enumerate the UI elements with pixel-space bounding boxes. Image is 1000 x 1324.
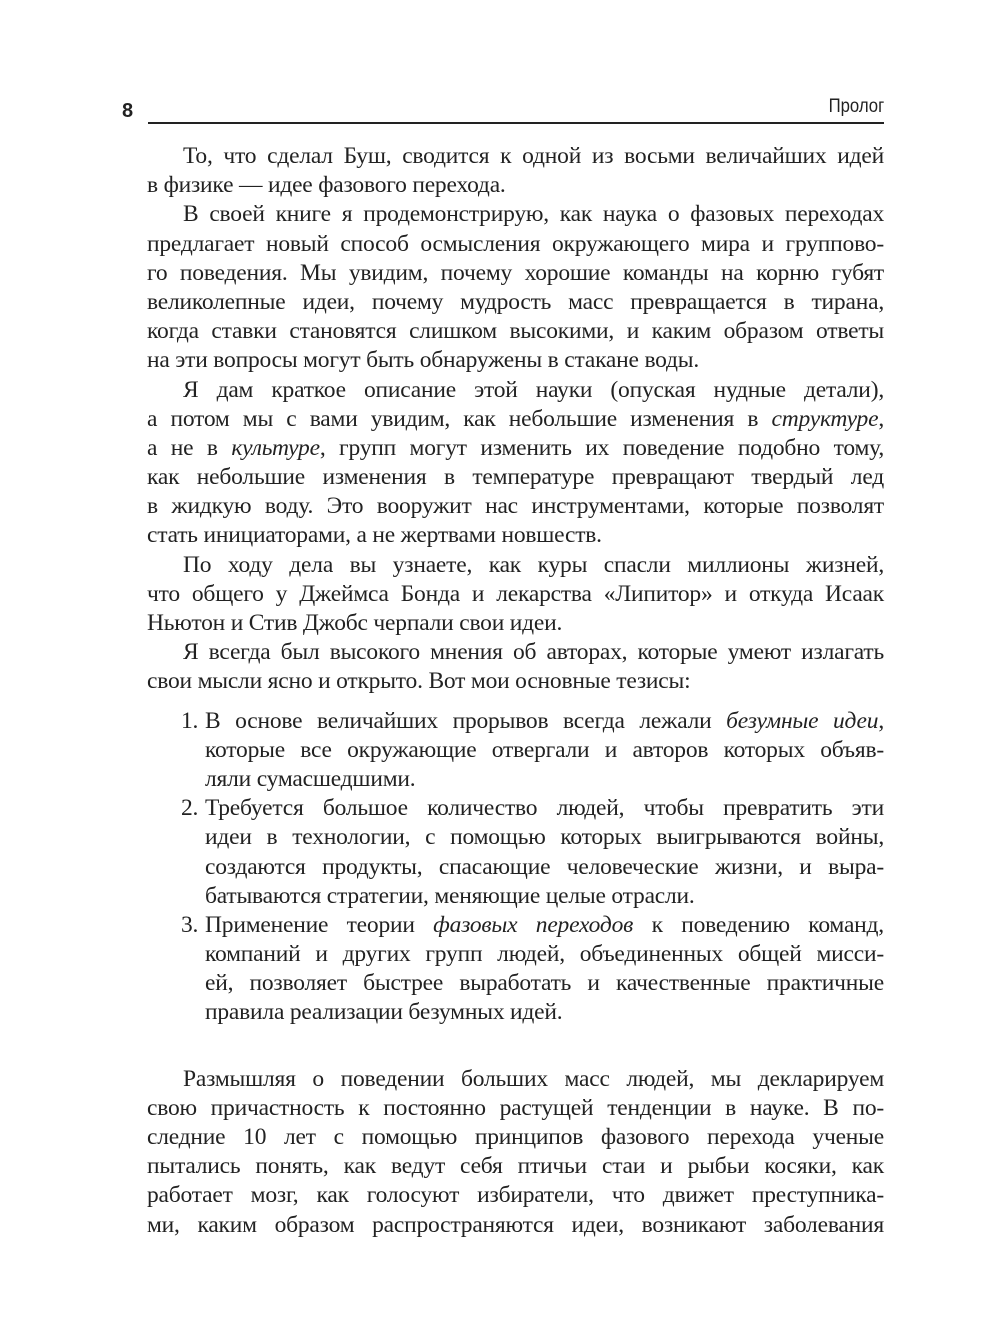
text-line: следние 10 лет с помощью принципов фазового перехода ученые xyxy=(147,1124,884,1150)
thesis-item-1 xyxy=(147,707,884,795)
text-line xyxy=(147,434,884,463)
italic-term-culture: культуре xyxy=(231,434,320,461)
text-line: батываются стратегии, меняющие целые отрасли. xyxy=(205,882,695,909)
italic-term-structure: структуре xyxy=(771,405,879,432)
text-line xyxy=(147,405,884,434)
text-line: на эти вопросы могут быть обнаружены в стакане воды. xyxy=(147,347,700,374)
text-line: В своей книге я продемонстрирую, как наука о фазовых переходах xyxy=(183,201,884,228)
text-line: Ньютон и Стив Джобс черпали свои идеи. xyxy=(147,610,563,636)
text-run: В основе величайших прорывов всегда лежали xyxy=(205,707,727,734)
text-run: Требуется большое количество людей, чтобы превратить эти xyxy=(205,795,884,822)
text-line: работает мозг, как голосуют избиратели, что движет преступника- xyxy=(147,1182,884,1209)
text-line xyxy=(147,794,884,823)
page-number: 8 xyxy=(122,100,134,122)
list-number: 3. xyxy=(181,911,199,938)
text-line: Я всегда был высокого мнения об авторах, которые умеют излагать xyxy=(183,639,884,666)
list-spacer xyxy=(147,697,884,707)
text-line xyxy=(147,707,884,736)
paragraph-3 xyxy=(147,376,884,551)
text-line: То, что сделал Буш, сводится к одной из восьми величайших идей xyxy=(183,143,884,169)
text-line: в жидкую воду. Это вооружит нас инструментами, которые позволят xyxy=(147,493,884,520)
text-line: Размышляя о поведении больших масс людей, мы декларируем xyxy=(183,1065,884,1092)
paragraph-5 xyxy=(147,638,884,696)
text-line: когда ставки становятся слишком высокими, и каким образом ответы xyxy=(147,318,884,345)
paragraph-2 xyxy=(147,200,884,375)
list-number: 2. xyxy=(181,795,199,822)
text-line: компаний и других групп людей, объединенных общей мисси- xyxy=(205,941,884,968)
text-line: предлагает новый способ осмысления окружающего мира и группово- xyxy=(147,230,884,257)
text-run: а потом мы с вами увидим, как небольшие изменения в xyxy=(147,405,772,432)
text-line: Я дам краткое описание этой науки (опуская нудные детали), xyxy=(183,376,884,403)
list-number: 1. xyxy=(181,707,199,734)
text-line: свою причастность к постоянно растущей тенденции в науке. В по- xyxy=(147,1094,884,1121)
text-line: ляли сумасшедшими. xyxy=(205,765,416,792)
text-run: Применение теории xyxy=(205,911,434,938)
text-line: ей, позволяет быстрее выработать и качественные практичные xyxy=(205,970,884,997)
text-line: го поведения. Мы увидим, почему хорошие команды на корню губят xyxy=(147,259,884,286)
thesis-item-3 xyxy=(147,911,884,1028)
running-head: Пролог xyxy=(828,96,884,117)
text-line: стать инициаторами, а не жертвами новшеств. xyxy=(147,522,602,549)
text-line: что общего у Джеймса Бонда и лекарства «Липитор» и откуда Исаак xyxy=(147,580,884,607)
text-line: свои мысли ясно и открыто. Вот мои основные тезисы: xyxy=(147,668,691,695)
section-spacer xyxy=(147,1028,884,1065)
text-run: , xyxy=(878,707,884,734)
text-line: По ходу дела вы узнаете, как куры спасли миллионы жизней, xyxy=(183,551,884,578)
text-line: создаются продукты, спасающие человеческие жизни, и выра- xyxy=(205,853,884,880)
page-body xyxy=(147,142,884,1240)
paragraph-4 xyxy=(147,551,884,639)
thesis-item-2 xyxy=(147,794,884,911)
text-line: идеи в технологии, с помощью которых выигрываются войны, xyxy=(205,824,884,851)
closing-paragraph xyxy=(147,1065,884,1240)
text-line: ми, каким образом распространяются идеи, возникают заболевания xyxy=(147,1211,884,1238)
text-line: пытались понять, как ведут себя птичьи стаи и рыбьи косяки, как xyxy=(147,1153,884,1180)
text-run: , групп могут изменить их поведение подобно тому, xyxy=(319,434,884,461)
italic-term-phase-transitions: фазовых переходов xyxy=(433,911,634,938)
text-line: как небольшие изменения в температуре превращают твердый лед xyxy=(147,464,884,491)
header-rule xyxy=(148,122,884,124)
text-line: правила реализации безумных идей. xyxy=(205,999,563,1026)
text-run: а не в xyxy=(147,434,232,461)
text-line: великолепные идеи, почему мудрость масс превращается в тирана, xyxy=(147,288,884,315)
paragraph-1 xyxy=(147,142,884,200)
text-line xyxy=(147,911,884,940)
italic-term-crazy-ideas: безумные идеи xyxy=(726,707,879,734)
theses-list xyxy=(147,707,884,1028)
text-line: в физике — идее фазового перехода. xyxy=(147,172,506,199)
text-line: которые все окружающие отвергали и авторов которых объяв- xyxy=(205,736,884,763)
page-header xyxy=(122,96,884,124)
text-run: к поведению команд, xyxy=(633,911,884,938)
text-run: , xyxy=(878,405,884,432)
